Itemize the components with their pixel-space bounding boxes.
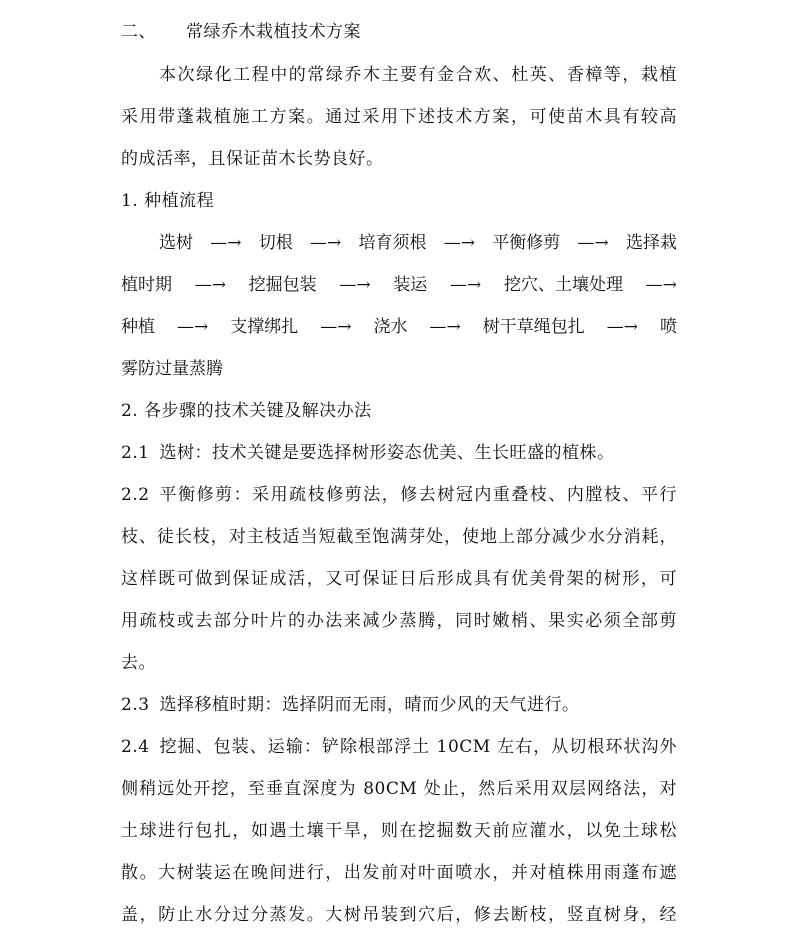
intro-line: 采用带蓬栽植施工方案。通过采用下述技术方案，可使苗木具有较高: [121, 107, 677, 127]
item-text: 盖，防止水分过分蒸发。大树吊装到穴后，修去断枝，竖直树身，经: [121, 905, 677, 925]
arrow-icon: —→: [577, 233, 609, 253]
flow-row: [121, 273, 677, 297]
key-points-heading: 2. 各步骤的技术关键及解决办法: [121, 401, 372, 421]
arrow-icon: —→: [194, 275, 226, 295]
item-text: 选择移植时期：选择阴而无雨，晴而少风的天气进行。: [159, 695, 580, 715]
arrow-icon: —→: [177, 317, 209, 337]
arrow-icon: —→: [339, 275, 371, 295]
item-number: 2.2: [121, 485, 150, 505]
flow-step: 选择栽: [626, 233, 677, 253]
item-number: 2.1: [121, 443, 150, 463]
arrow-icon: —→: [443, 233, 475, 253]
arrow-icon: —→: [429, 317, 461, 337]
item-text: 这样既可做到保证成活，又可保证日后形成具有优美骨架的树形，可: [121, 569, 677, 589]
section-heading: [121, 20, 361, 44]
item-text: 侧稍远处开挖，至垂直深度为 80CM 处止，然后采用双层网络法，对: [121, 779, 677, 799]
item-text: 选树：技术关键是要选择树形姿态优美、生长旺盛的植株。: [159, 443, 615, 463]
item-text: 散。大树装运在晚间进行，出发前对叶面喷水，并对植株用雨蓬布遮: [121, 863, 677, 883]
key-point-item: [121, 693, 580, 717]
key-point-item: [121, 735, 677, 759]
key-point-item: [121, 483, 677, 507]
flow-step: 选树: [159, 233, 193, 253]
flow-step: 平衡修剪: [492, 233, 561, 253]
item-number: 2.3: [121, 695, 150, 715]
arrow-icon: —→: [606, 317, 638, 337]
flow-step: 支撑绑扎: [230, 317, 299, 337]
item-number: 2.4: [121, 737, 150, 757]
flow-step: 种植: [121, 317, 155, 337]
flow-step: 植时期: [121, 275, 172, 295]
item-text: 枝、徒长枝，对主枝适当短截至饱满芽处，使地上部分减少水分消耗，: [121, 527, 677, 547]
flow-step: 挖掘包装: [248, 275, 317, 295]
flow-step: 浇水: [373, 317, 408, 337]
flow-step: 装运: [393, 275, 428, 295]
item-text: 去。: [121, 653, 156, 673]
arrow-icon: —→: [645, 275, 677, 295]
flow-step: 树干草绳包扎: [482, 317, 585, 337]
item-text: 挖掘、包装、运输：铲除根部浮土 10CM 左右，从切根环状沟外: [159, 737, 677, 757]
section-title: 常绿乔木栽植技术方案: [186, 22, 361, 42]
intro-line: 本次绿化工程中的常绿乔木主要有金合欢、杜英、香樟等，栽植: [159, 65, 677, 85]
item-text: 土球进行包扎，如遇土壤干旱，则在挖掘数天前应灌水，以免土球松: [121, 821, 677, 841]
section-number: 二、: [121, 22, 156, 42]
flow-step: 喷: [660, 317, 677, 337]
flow-step: 雾防过量蒸腾: [121, 359, 223, 379]
arrow-icon: —→: [320, 317, 352, 337]
flow-row: [121, 315, 677, 339]
arrow-icon: —→: [210, 233, 242, 253]
flow-step: 切根: [258, 233, 293, 253]
flow-row: [121, 357, 677, 381]
flow-row: [159, 231, 677, 255]
flow-step: 挖穴、土壤处理: [503, 275, 623, 295]
item-text: 用疏枝或去部分叶片的办法来减少蒸腾，同时嫩梢、果实必须全部剪: [121, 611, 677, 631]
key-point-item: [121, 441, 615, 465]
intro-line: 的成活率，且保证苗木长势良好。: [121, 149, 384, 169]
arrow-icon: —→: [450, 275, 482, 295]
arrow-icon: —→: [310, 233, 342, 253]
planting-flow-heading: 1. 种植流程: [121, 191, 215, 211]
item-text: 平衡修剪：采用疏枝修剪法，修去树冠内重叠枝、内膛枝、平行: [159, 485, 677, 505]
flow-step: 培育须根: [358, 233, 427, 253]
